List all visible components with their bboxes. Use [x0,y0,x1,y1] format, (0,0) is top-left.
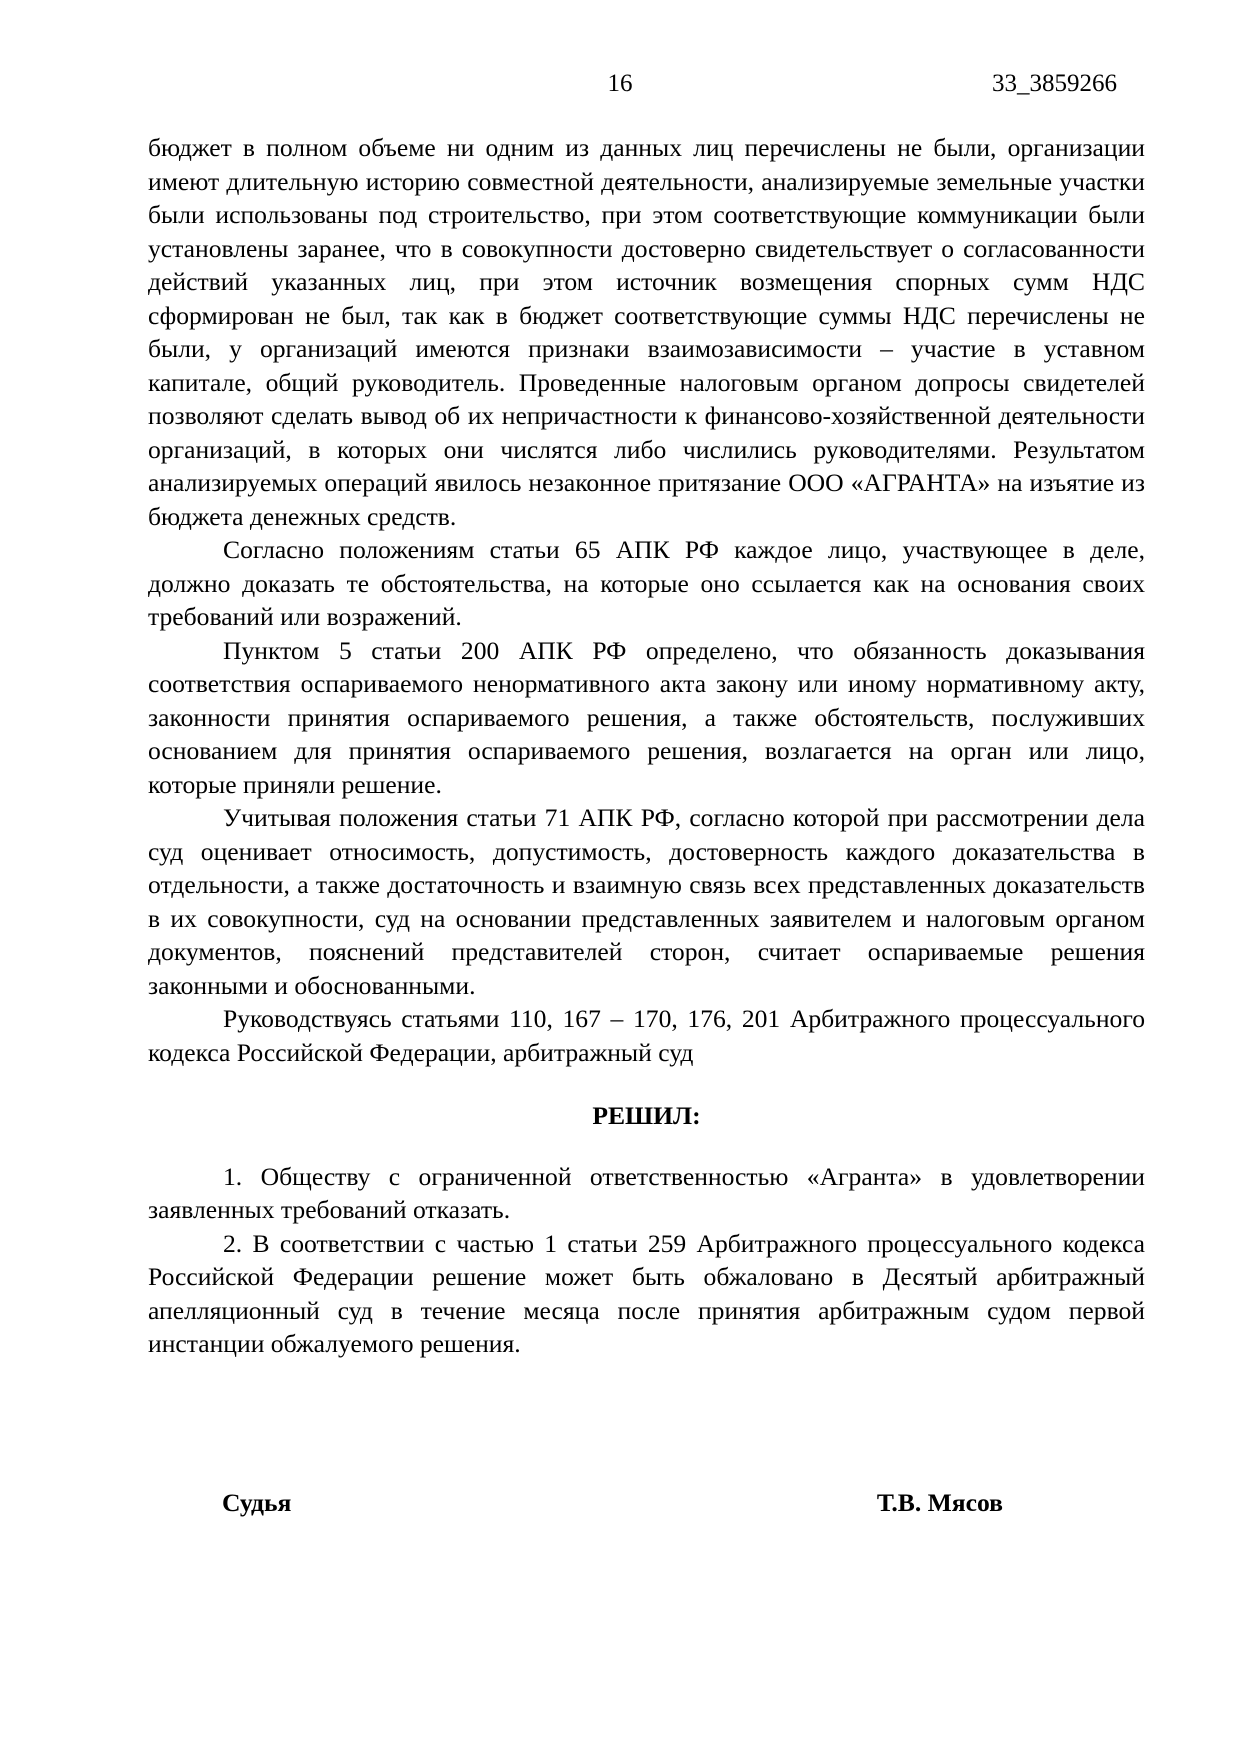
page-header [0,70,1241,106]
document-body [148,131,1145,1361]
judge-name: Т.В. Мясов [876,1488,1003,1517]
decision-heading: РЕШИЛ: [592,1101,701,1130]
judge-title: Судья [222,1488,292,1517]
page-number: 16 [607,70,633,97]
paragraph-continuation: бюджет в полном объеме ни одним из данных лиц перечислены не были, организации имеют длительную историю совместной деятельности, анализируемые земельные участки были использованы под строительство, при этом соответствующие коммуникации были установлены заранее, что в совокупности достоверно свидетельствует о согласованности действий указанных лиц, при этом источник возмещения спорных сумм НДС сформирован не был, так как в бюджет соответствующие суммы НДС перечислены не были, у организаций имеются признаки взаимозависимости – участие в уставном капитале, общий руководитель. Проведенные налоговым органом допросы свидетелей позволяют сделать вывод об их непричастности к финансово-хозяйственной деятельности организаций, в которых они числятся либо числились руководителями. Результатом анализируемых операций явилось незаконное притязание ООО «АГРАНТА» на изъятие из бюджета денежных средств. [148,133,1145,531]
paragraph-article-71: Учитывая положения статьи 71 АПК РФ, согласно которой при рассмотрении дела суд оценивает относимость, допустимость, достоверность каждого доказательства в отдельности, а также достаточность и взаимную связь всех представленных доказательств в их совокупности, суд на основании представленных заявителем и налоговым органом документов, пояснений представителей сторон, считает оспариваемые решения законными и обоснованными. [148,803,1145,1000]
case-number: 33_3859266 [992,70,1117,97]
paragraph-article-200: Пунктом 5 статьи 200 АПК РФ определено, что обязанность доказывания соответствия оспариваемого ненормативного акта закону или иному нормативному акту, законности принятия оспариваемого решения, а также обстоятельств, послуживших основанием для принятия оспариваемого решения, возлагается на орган или лицо, которые приняли решение. [148,635,1145,799]
paragraph-article-65: Согласно положениям статьи 65 АПК РФ каждое лицо, участвующее в деле, должно доказать те обстоятельства, на которые оно ссылается как на основания своих требований или возражений. [148,535,1145,631]
decision-item-2: 2. В соответствии с частью 1 статьи 259 Арбитражного процессуального кодекса Российской Федерации решение может быть обжаловано в Десятый арбитражный апелляционный суд в течение месяца после принятия арбитражным судом первой инстанции обжалуемого решения. [148,1228,1145,1358]
decision-item-1: 1. Обществу с ограниченной ответственностью «Агранта» в удовлетворении заявленных требований отказать. [148,1161,1145,1224]
paragraph-guided-by: Руководствуясь статьями 110, 167 – 170, 176, 201 Арбитражного процессуального кодекса Российской Федерации, арбитражный суд [148,1004,1145,1067]
